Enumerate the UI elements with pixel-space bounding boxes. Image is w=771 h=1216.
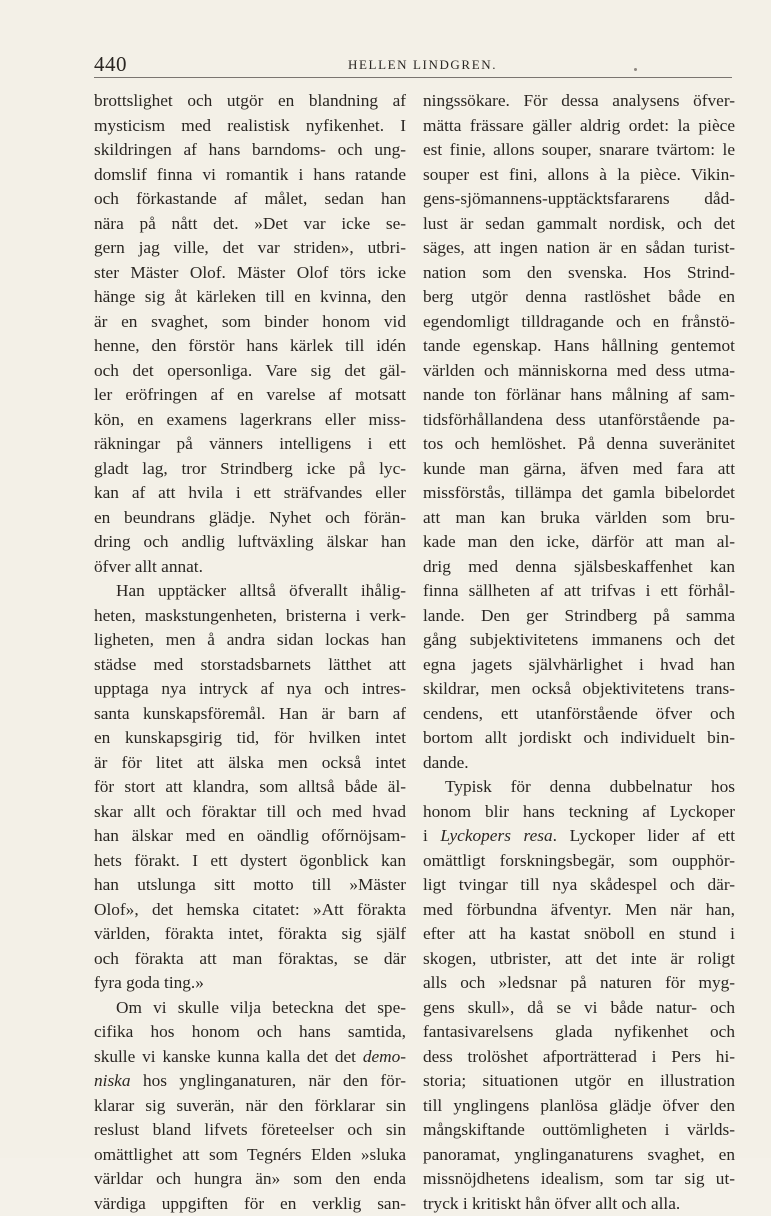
italic-text: demo- <box>363 1047 406 1066</box>
text-line: räkningar på vänners intelligens i ett <box>94 432 406 457</box>
ink-speck <box>634 68 637 71</box>
text-line: tidsförhållandena dess utanförstående pa- <box>423 408 735 433</box>
text-line: skildringen af hans barndoms- och ung- <box>94 138 406 163</box>
text-line: reslust bland lifvets företeelser och sin <box>94 1118 406 1143</box>
text-line: gång subjektivitetens immanens och det <box>423 628 735 653</box>
text-line: världen och människorna med dess utma- <box>423 359 735 384</box>
text-line: nation som den svenska. Hos Strind- <box>423 261 735 286</box>
text-line: säges, att ingen nation är en sådan turist- <box>423 236 735 261</box>
text-line: att man kan bruka världen som bru- <box>423 506 735 531</box>
text-line: värdiga uppgiften för en verklig san- <box>94 1192 406 1216</box>
text-line: lande. Den ger Strindberg på samma <box>423 604 735 629</box>
text-line: han älskar med en oändlig ofőrnöjsam- <box>94 824 406 849</box>
text-line: Han upptäcker alltså öfverallt ihålig- <box>94 579 406 604</box>
text-line: dande. <box>423 751 735 776</box>
text-line: alls och »ledsnar på naturen för myg- <box>423 971 735 996</box>
text-line: omättligt forskningsbegär, som oupphör- <box>423 849 735 874</box>
text-line: honom blir hans teckning af Lyckoper <box>423 800 735 825</box>
text-line: Om vi skulle vilja beteckna det spe- <box>94 996 406 1021</box>
text-line: gern jag ville, det var striden», utbri- <box>94 236 406 261</box>
text-line: kunde man gärna, äfven med fara att <box>423 457 735 482</box>
text-line: henne, den förstör hans kärlek till idén <box>94 334 406 359</box>
text-line: Olof», det hemska citatet: »Att förakta <box>94 898 406 923</box>
text-line: skildrar, men också objektivitetens trans- <box>423 677 735 702</box>
text-line: gladt lag, tror Strindberg icke på lyc- <box>94 457 406 482</box>
text-line: upptaga nya intryck af nya och intres- <box>94 677 406 702</box>
text-line: egna jagets självhärlighet i hvad han <box>423 653 735 678</box>
text-line: nande ton förlänar hans målning af sam- <box>423 383 735 408</box>
text-line: kade man den icke, därför att man al- <box>423 530 735 555</box>
text-line: skogen, utbrister, att det inte är roligt <box>423 947 735 972</box>
text-line: bortom allt jordiskt och individuelt bin- <box>423 726 735 751</box>
text-line: världar och hungra än» som den enda <box>94 1167 406 1192</box>
running-head: HELLEN LINDGREN. <box>348 57 497 73</box>
text-line: mysticism med realistisk nyfikenhet. I <box>94 114 406 139</box>
text-line: brottslighet och utgör en blandning af <box>94 89 406 114</box>
text-line: ster Mäster Olof. Mäster Olof törs icke <box>94 261 406 286</box>
text-line: en kunskapsgirig tid, för hvilken intet <box>94 726 406 751</box>
text-line: gens skull», då se vi både natur- och <box>423 996 735 1021</box>
text-line: panoramat, ynglinganaturens svaghet, en <box>423 1143 735 1168</box>
text-line: och förakta att man föraktas, se där <box>94 947 406 972</box>
text-line: hets förakt. I ett dystert ögonblick kan <box>94 849 406 874</box>
text-line: tos och hemlöshet. På denna suveränitet <box>423 432 735 457</box>
text-line: är en svaghet, som binder honom vid <box>94 310 406 335</box>
text-line: omättlighet att som Tegnérs Elden »sluka <box>94 1143 406 1168</box>
text-line: ligt tvingar till nya skådespel och där- <box>423 873 735 898</box>
text-line: och det opersonliga. Vare sig det gäl- <box>94 359 406 384</box>
text-line: heten, maskstungenheten, bristerna i verk- <box>94 604 406 629</box>
text-line: gens-sjömannens-upptäcktsfararens dåd- <box>423 187 735 212</box>
left-text-column <box>94 89 406 1216</box>
text-line: är för litet att älska men också intet <box>94 751 406 776</box>
text-line: ligheten, men å andra sidan lockas han <box>94 628 406 653</box>
text-line: till ynglingens planlösa glädje öfver den <box>423 1094 735 1119</box>
text-line: nära på nått det. »Det var icke se- <box>94 212 406 237</box>
text-line: drig med denna själsbeskaffenhet kan <box>423 555 735 580</box>
text-line: est finie, allons souper, snarare tvärtom: le <box>423 138 735 163</box>
text-line: världen, förakta intet, förakta sig själf <box>94 922 406 947</box>
header-rule <box>94 77 732 78</box>
text-line: hänge sig åt kärleken till en kvinna, den <box>94 285 406 310</box>
text-line: fantasivarelsens glada nyfikenhet och <box>423 1020 735 1045</box>
text-line: dring och andlig luftväxling älskar han <box>94 530 406 555</box>
text-line: klarar sig suverän, när den förklarar sin <box>94 1094 406 1119</box>
text-line: kön, en examens lagerkrans eller miss- <box>94 408 406 433</box>
text-line: ler eröfringen af en varelse af motsatt <box>94 383 406 408</box>
text-line: efter att ha kastat snöboll en stund i <box>423 922 735 947</box>
text-line: egendomligt tilldragande och en frånstö- <box>423 310 735 335</box>
text-line: missnöjdhetens idealism, som tar sig ut- <box>423 1167 735 1192</box>
italic-text: Lyckopers resa <box>440 826 552 845</box>
text-line: missförstås, tillämpa det gamla bibelordet <box>423 481 735 506</box>
page-number: 440 <box>94 52 127 77</box>
text-line: mätta frässare gäller aldrig ordet: la pièce <box>423 114 735 139</box>
text-line: dess trolöshet afporträtterad i Pers hi- <box>423 1045 735 1070</box>
text-line: souper est fini, allons à la pièce. Vikin- <box>423 163 735 188</box>
text-line: skar allt och föraktar till och med hvad <box>94 800 406 825</box>
text-line: berg utgör denna rastlöshet både en <box>423 285 735 310</box>
text-line: santa kunskapsföremål. Han är barn af <box>94 702 406 727</box>
text-line: och förkastande af målet, sedan han <box>94 187 406 212</box>
text-line: cendens, ett utanförstående öfver och <box>423 702 735 727</box>
text-line: tande egenskap. Hans hållning gentemot <box>423 334 735 359</box>
text-line: städse med storstadsbarnets lätthet att <box>94 653 406 678</box>
text-line: öfver allt annat. <box>94 555 406 580</box>
text-line: skulle vi kanske kunna kalla det det demo- <box>94 1045 406 1070</box>
italic-text: niska <box>94 1071 130 1090</box>
right-text-column <box>423 89 735 1216</box>
text-line: en beundrans glädje. Nyhet och förän- <box>94 506 406 531</box>
text-line: ningssökare. För dessa analysens öfver- <box>423 89 735 114</box>
text-line: fyra goda ting.» <box>94 971 406 996</box>
text-line: storia; situationen utgör en illustration <box>423 1069 735 1094</box>
text-line: niska hos ynglinganaturen, när den för- <box>94 1069 406 1094</box>
text-line: domslif finna vi romantik i hans ratande <box>94 163 406 188</box>
text-line: lust är sedan gammalt nordisk, och det <box>423 212 735 237</box>
text-line: för stort att klandra, som alltså både äl- <box>94 775 406 800</box>
text-line: med förbundna äfventyr. Men när han, <box>423 898 735 923</box>
text-line: tryck i kritiskt hån öfver allt och alla. <box>423 1192 735 1216</box>
text-line: cifika hos honom och hans samtida, <box>94 1020 406 1045</box>
text-line: kan af att hvila i ett sträfvandes eller <box>94 481 406 506</box>
text-line: i Lyckopers resa. Lyckoper lider af ett <box>423 824 735 849</box>
text-line: finna sällheten af att trifvas i ett förhål- <box>423 579 735 604</box>
text-line: han utslunga sitt motto till »Mäster <box>94 873 406 898</box>
text-line: Typisk för denna dubbelnatur hos <box>423 775 735 800</box>
text-line: mångskiftande outtömligheten i världs- <box>423 1118 735 1143</box>
